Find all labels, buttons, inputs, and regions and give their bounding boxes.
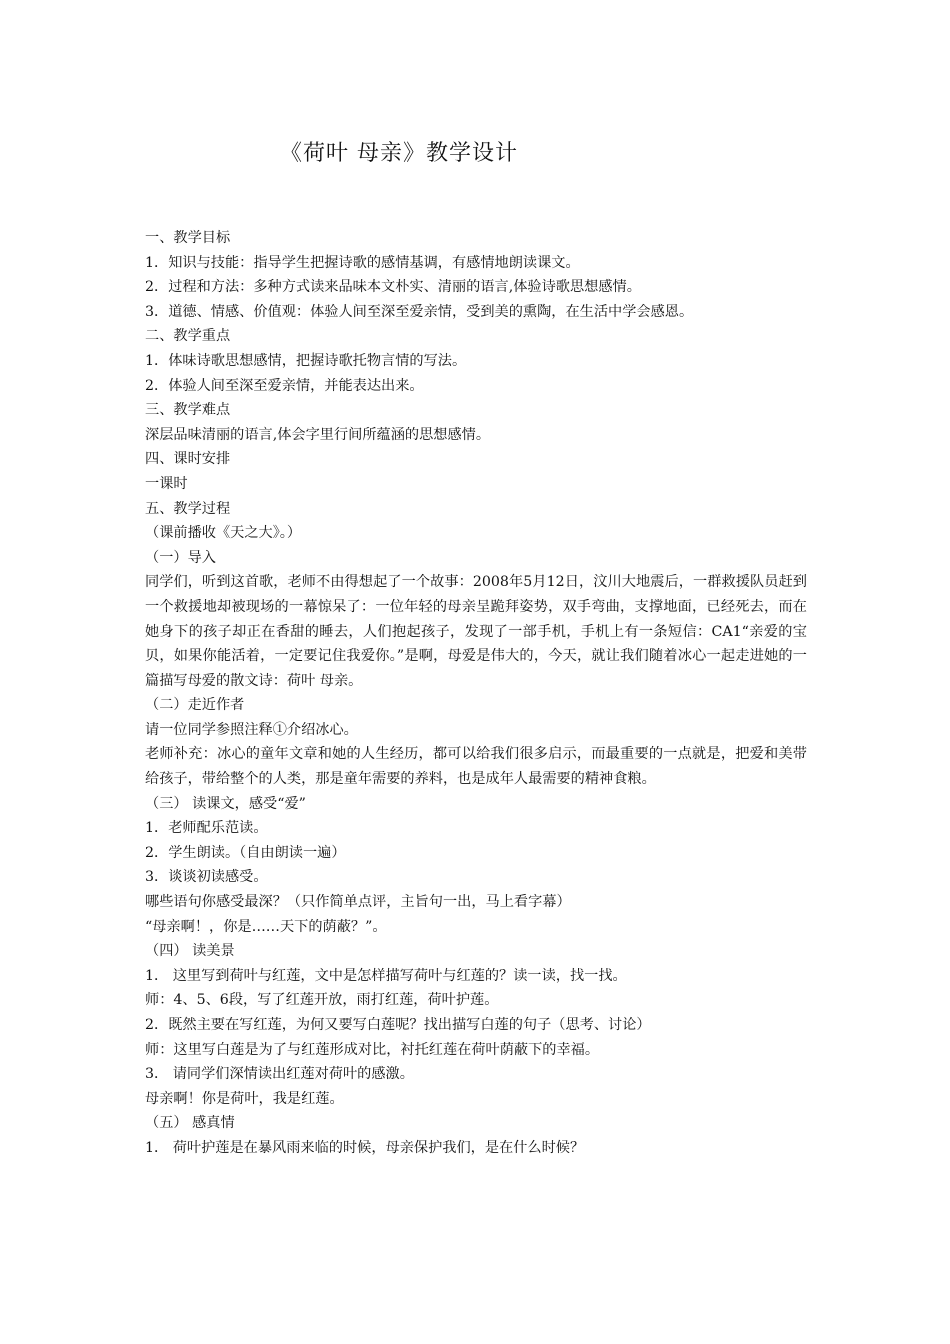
pre-class-note: （课前播收《天之大》。） [145, 525, 302, 542]
heading-difficulty: 三、教学难点 [145, 402, 231, 419]
section-intro-heading: （一）导入 [145, 549, 216, 566]
difficulty-text: 深层品味清丽的语言,体会字里行间所蕴涵的思想感情。 [145, 426, 491, 443]
objective-values: 3．道德、情感、价值观：体验人间至深至爱亲情，受到美的熏陶，在生活中学会感恩。 [145, 303, 694, 320]
scenery-step-2: 2．既然主要在写红莲，为何又要写白莲呢？找出描写白莲的句子（思考、讨论） [145, 1017, 651, 1033]
objective-knowledge: 1．知识与技能：指导学生把握诗歌的感情基调，有感情地朗读课文。 [145, 254, 580, 271]
key-point-1: 1．体味诗歌思想感情，把握诗歌托物言情的写法。 [145, 352, 467, 369]
emotion-step-1: 1． 荷叶护莲是在暴风雨来临的时候，母亲保护我们，是在什么时候？ [145, 1139, 585, 1156]
objective-process: 2．过程和方法：多种方式读来品味本文朴实、清丽的语言,体验诗歌思想感情。 [145, 279, 641, 296]
scenery-teacher-1: 师：4、5、6段，写了红莲开放，雨打红莲，荷叶护莲。 [145, 992, 499, 1009]
heading-objectives: 一、教学目标 [145, 230, 231, 246]
section-emotion-heading: （五） 感真情 [145, 1115, 235, 1132]
teacher-supplement-paragraph: 老师补充：冰心的童年文章和她的人生经历，都可以给我们很多启示，而最重要的一点就是，把爱和美带给孩子，带给整个的人类，那是童年需要的养料，也是成年人最需要的精神食粮。 [145, 746, 807, 788]
read-step-3: 3．谈谈初读感受。 [145, 869, 268, 886]
section-author-heading: （二）走近作者 [145, 697, 245, 714]
scenery-teacher-2: 师：这里写白莲是为了与红莲形成对比，衬托红莲在荷叶荫蔽下的幸福。 [145, 1041, 600, 1058]
read-quote: “母亲啊！，你是……天下的荫蔽？”。 [145, 918, 387, 935]
read-step-2: 2．学生朗读。（自由朗读一遍） [145, 844, 346, 861]
read-question: 哪些语句你感受最深？（只作简单点评，主旨句一出，马上看字幕） [145, 894, 571, 911]
section-read-heading: （三） 读课文，感受“爱” [145, 795, 306, 812]
heading-schedule: 四、课时安排 [145, 451, 231, 468]
heading-process: 五、教学过程 [145, 500, 231, 517]
schedule-text: 一课时 [145, 475, 188, 492]
key-point-2: 2．体验人间至深至爱亲情，并能表达出来。 [145, 377, 424, 394]
document-body [145, 226, 807, 1161]
document-title: 《荷叶 母亲》教学设计 [280, 141, 518, 166]
scenery-step-1: 1． 这里写到荷叶与红莲，文中是怎样描写荷叶与红莲的？读一读，找一找。 [145, 967, 627, 984]
scenery-step-3: 3． 请同学们深情读出红莲对荷叶的感激。 [145, 1066, 414, 1083]
heading-key-points: 二、教学重点 [145, 328, 231, 345]
scenery-quote: 母亲啊！你是荷叶，我是红莲。 [145, 1090, 344, 1107]
intro-paragraph: 同学们，听到这首歌，老师不由得想起了一个故事：2008年5月12日，汶川大地震后，一群救援队员赶到一个救援地却被现场的一幕惊呆了：一位年轻的母亲呈跪拜姿势，双手弯曲，支撑地面，已经死去，而在她身下的孩子却正在香甜的睡去，人们抱起孩子，发现了一部手机，手机上有一条短信：CA1“亲爱的宝贝，如果你能活着，一定要记住我爱你。”是啊，母爱是伟大的，今天，就让我们随着冰心一起走进她的一篇描写母爱的散文诗：荷叶 母亲。 [145, 574, 807, 689]
author-task: 请一位同学参照注释①介绍冰心。 [145, 721, 358, 738]
read-step-1: 1．老师配乐范读。 [145, 820, 268, 837]
section-scenery-heading: （四） 读美景 [145, 943, 235, 960]
